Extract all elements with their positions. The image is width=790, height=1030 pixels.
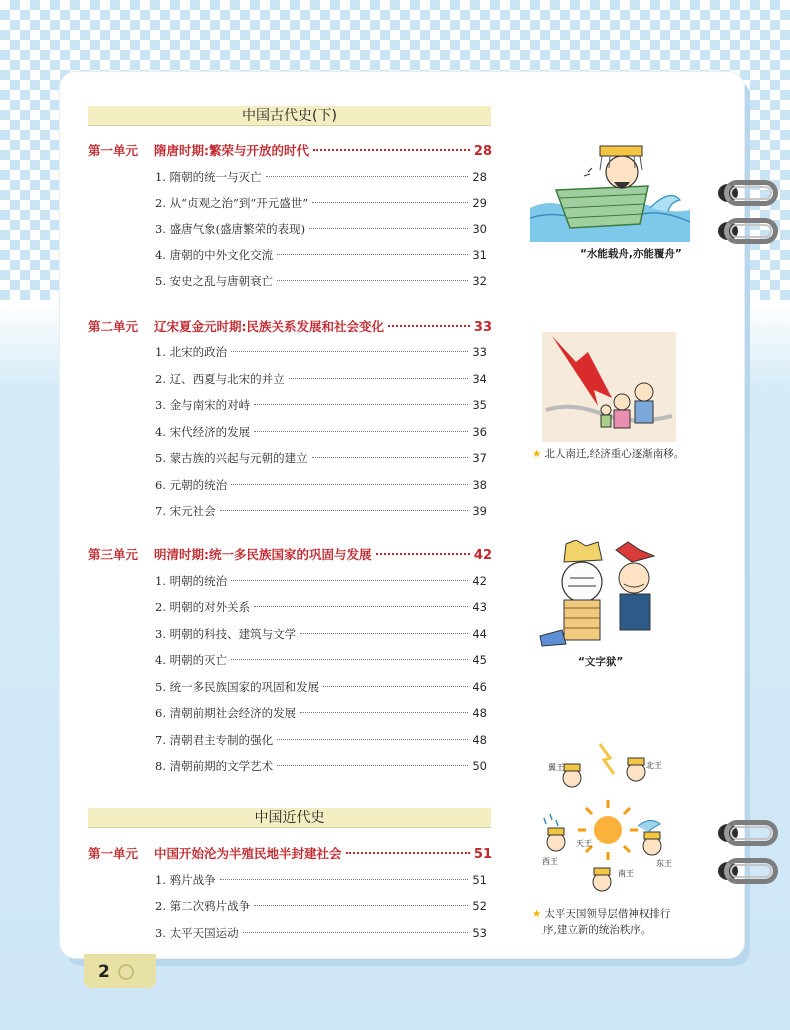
toc-lesson-row[interactable]	[155, 678, 487, 696]
lesson-page: 43	[472, 600, 487, 614]
leader-dots	[231, 659, 468, 660]
unit-page: 33	[473, 320, 492, 335]
lesson-title: 1. 北宋的政治	[155, 345, 228, 359]
toc-lesson-row[interactable]	[155, 476, 487, 494]
leader-dots	[300, 633, 468, 634]
lesson-title: 8. 清朝前期的文学艺术	[155, 759, 274, 773]
king-label: 翼王	[548, 763, 564, 772]
section-title: 中国古代史(下)	[88, 106, 491, 126]
lesson-title: 6. 清朝前期社会经济的发展	[155, 706, 297, 720]
lesson-page: 42	[472, 574, 487, 588]
lesson-title: 2. 明朝的对外关系	[155, 600, 251, 614]
star-icon: ★	[532, 908, 542, 920]
toc-lesson-row[interactable]	[155, 572, 487, 590]
lesson-page: 31	[472, 248, 487, 262]
lesson-page: 50	[472, 759, 487, 773]
unit-title: 明清时期:统一多民族国家的巩固与发展	[154, 547, 372, 562]
lesson-page: 37	[472, 451, 487, 465]
leader-dots	[277, 254, 468, 255]
toc-lesson-row[interactable]	[155, 897, 487, 915]
leader-dots	[277, 765, 468, 766]
toc-unit-row[interactable]	[88, 318, 492, 336]
toc-lesson-row[interactable]	[155, 625, 487, 643]
migration-illustration	[542, 332, 676, 442]
toc-lesson-row[interactable]	[155, 220, 487, 238]
toc-lesson-row[interactable]	[155, 423, 487, 441]
king-label: 东王	[656, 859, 672, 868]
leader-dots	[313, 149, 470, 151]
lesson-title: 4. 唐朝的中外文化交流	[155, 248, 274, 262]
lesson-title: 7. 清朝君主专制的强化	[155, 733, 274, 747]
toc-lesson-row[interactable]	[155, 731, 487, 749]
lesson-page: 32	[472, 274, 487, 288]
leader-dots	[300, 712, 468, 713]
toc-unit-row[interactable]	[88, 142, 492, 160]
toc-lesson-row[interactable]	[155, 194, 487, 212]
leader-dots	[243, 932, 469, 933]
unit-title: 辽宋夏金元时期:民族关系发展和社会变化	[154, 319, 384, 334]
lesson-page: 48	[472, 706, 487, 720]
lesson-title: 1. 明朝的统治	[155, 574, 228, 588]
leader-dots	[254, 905, 468, 906]
lesson-page: 28	[472, 170, 487, 184]
illustration-caption: “文字狱”	[578, 656, 624, 668]
leader-dots	[346, 852, 470, 854]
unit-page: 51	[473, 847, 492, 862]
section-title: 中国近代史	[88, 808, 491, 828]
toc-unit-row[interactable]	[88, 845, 492, 863]
unit-number: 第三单元	[88, 547, 139, 562]
illustration-caption	[532, 446, 684, 462]
toc-lesson-row[interactable]	[155, 168, 487, 186]
lesson-title: 3. 太平天国运动	[155, 926, 239, 940]
king-label: 西王	[542, 857, 558, 866]
lesson-page: 48	[472, 733, 487, 747]
lesson-page: 39	[472, 504, 487, 518]
toc-lesson-row[interactable]	[155, 246, 487, 264]
literary-inquisition-illustration	[536, 540, 676, 650]
lesson-page: 53	[472, 926, 487, 940]
leader-dots	[309, 228, 468, 229]
unit-number: 第一单元	[88, 143, 139, 158]
lesson-title: 3. 盛唐气象(盛唐繁荣的表现)	[155, 222, 306, 236]
lesson-title: 5. 蒙古族的兴起与元朝的建立	[155, 451, 308, 465]
binder-ring	[718, 180, 778, 206]
lesson-title: 4. 宋代经济的发展	[155, 425, 251, 439]
unit-page: 28	[473, 144, 492, 159]
leader-dots	[254, 606, 468, 607]
lesson-title: 5. 安史之乱与唐朝衰亡	[155, 274, 274, 288]
toc-lesson-row[interactable]	[155, 272, 487, 290]
illustration-caption: 序,建立新的统治秩序。	[543, 924, 652, 936]
lesson-page: 35	[472, 398, 487, 412]
leader-dots	[289, 378, 469, 379]
binder-ring	[718, 218, 778, 244]
leader-dots	[323, 686, 468, 687]
leader-dots	[312, 202, 468, 203]
illustration-caption	[532, 906, 670, 922]
lesson-title: 2. 从“贞观之治”到“开元盛世”	[155, 196, 309, 210]
unit-title: 隋唐时期:繁荣与开放的时代	[154, 143, 309, 158]
toc-lesson-row[interactable]	[155, 370, 487, 388]
leader-dots	[254, 431, 468, 432]
toc-lesson-row[interactable]	[155, 757, 487, 775]
caption-text: 太平天国领导层借神权排行	[544, 908, 671, 920]
smiley-icon	[118, 964, 134, 980]
lesson-page: 45	[472, 653, 487, 667]
unit-page: 42	[473, 548, 492, 563]
page-number: 2	[98, 962, 110, 982]
lesson-page: 38	[472, 478, 487, 492]
unit-number: 第二单元	[88, 319, 139, 334]
leader-dots	[277, 739, 468, 740]
toc-lesson-row[interactable]	[155, 871, 487, 889]
leader-dots	[231, 351, 468, 352]
leader-dots	[220, 510, 469, 511]
star-icon: ★	[532, 448, 542, 460]
lesson-page: 44	[472, 627, 487, 641]
leader-dots	[388, 325, 470, 327]
lesson-title: 6. 元朝的统治	[155, 478, 228, 492]
lesson-title: 4. 明朝的灭亡	[155, 653, 228, 667]
toc-unit-row[interactable]	[88, 546, 492, 564]
illustration-caption: “水能载舟,亦能覆舟”	[580, 248, 682, 260]
leader-dots	[231, 580, 468, 581]
toc-lesson-row[interactable]	[155, 651, 487, 669]
toc-lesson-row[interactable]	[155, 598, 487, 616]
binder-ring	[718, 820, 778, 846]
leader-dots	[220, 879, 469, 880]
toc-lesson-row[interactable]	[155, 343, 487, 361]
emperor-boat-illustration	[530, 138, 690, 242]
lesson-title: 3. 明朝的科技、建筑与文学	[155, 627, 297, 641]
leader-dots	[254, 404, 468, 405]
toc-lesson-row[interactable]	[155, 502, 487, 520]
leader-dots	[312, 457, 469, 458]
lesson-title: 7. 宋元社会	[155, 504, 216, 518]
lesson-page: 46	[472, 680, 487, 694]
taiping-kings-illustration	[538, 742, 678, 902]
leader-dots	[266, 176, 469, 177]
king-label: 南王	[618, 869, 634, 878]
lesson-title: 3. 金与南宋的对峙	[155, 398, 251, 412]
toc-lesson-row[interactable]	[155, 396, 487, 414]
lesson-title: 2. 第二次鸦片战争	[155, 899, 251, 913]
lesson-title: 2. 辽、西夏与北宋的并立	[155, 372, 285, 386]
lesson-page: 52	[472, 899, 487, 913]
lesson-title: 1. 隋朝的统一与灭亡	[155, 170, 262, 184]
unit-number: 第一单元	[88, 846, 139, 861]
lesson-page: 29	[472, 196, 487, 210]
binder-ring	[718, 858, 778, 884]
lesson-title: 5. 统一多民族国家的巩固和发展	[155, 680, 320, 694]
caption-text: 北人南迁,经济重心逐渐南移。	[544, 448, 685, 460]
king-label: 天王	[576, 839, 592, 848]
toc-lesson-row[interactable]	[155, 449, 487, 467]
unit-title: 中国开始沦为半殖民地半封建社会	[154, 846, 342, 861]
lesson-page: 30	[472, 222, 487, 236]
toc-lesson-row[interactable]	[155, 924, 487, 942]
king-label: 北王	[646, 761, 662, 770]
toc-lesson-row[interactable]	[155, 704, 487, 722]
leader-dots	[376, 553, 470, 555]
lesson-page: 36	[472, 425, 487, 439]
lesson-page: 34	[472, 372, 487, 386]
leader-dots	[277, 280, 468, 281]
lesson-title: 1. 鸦片战争	[155, 873, 216, 887]
lesson-page: 33	[472, 345, 487, 359]
lesson-page: 51	[472, 873, 487, 887]
leader-dots	[231, 484, 468, 485]
